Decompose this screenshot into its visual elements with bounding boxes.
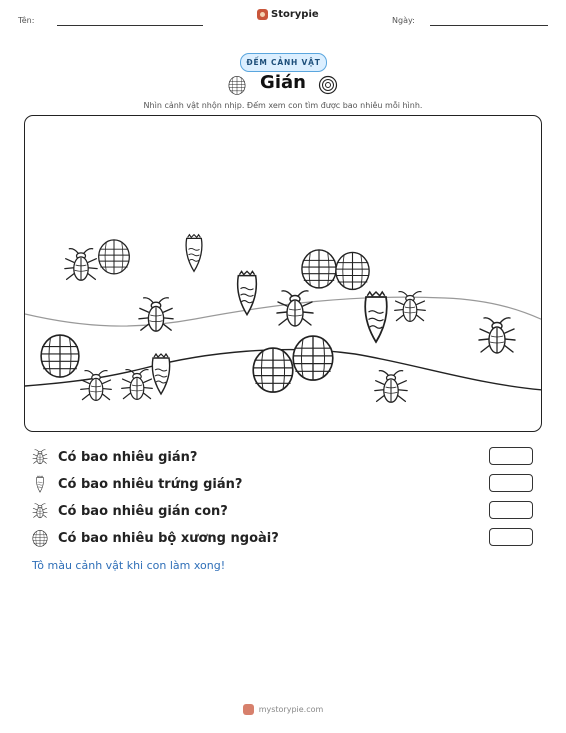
- cockroach-icon: [65, 249, 97, 281]
- date-field[interactable]: [430, 25, 548, 26]
- cockroach-icon: [139, 298, 173, 331]
- exoskeleton-icon: [293, 336, 333, 380]
- question-text: Có bao nhiêu trứng gián?: [58, 476, 243, 492]
- spiral-shell-icon: [318, 75, 338, 95]
- storypie-logo-icon: [243, 704, 254, 715]
- question-row: [32, 502, 228, 520]
- question-text: Có bao nhiêu gián con?: [58, 503, 228, 519]
- cockroach-icon: [375, 371, 407, 403]
- activity-badge: ĐẾM CẢNH VẬT: [240, 53, 327, 72]
- baby-cockroach-icon: [81, 371, 112, 401]
- counting-scene[interactable]: [24, 115, 542, 432]
- answer-box[interactable]: [489, 447, 533, 465]
- cockroach-egg-icon: [152, 354, 169, 394]
- exoskeleton-icon: [99, 240, 130, 274]
- brand-name: Storypie: [271, 9, 319, 20]
- exoskeleton-icon: [253, 348, 293, 392]
- brand-logo: [257, 9, 319, 20]
- cockroach-egg-icon: [186, 235, 202, 272]
- cockroach-egg-icon: [32, 475, 48, 493]
- footer: [0, 704, 566, 715]
- cockroach-egg-icon: [238, 271, 257, 314]
- answer-box[interactable]: [489, 501, 533, 519]
- cockroach-icon: [479, 318, 515, 353]
- date-label: Ngày:: [392, 16, 415, 25]
- baby-cockroach-icon: [32, 502, 48, 520]
- cockroach-egg-icon: [365, 292, 387, 342]
- answer-box[interactable]: [489, 528, 533, 546]
- question-row: [32, 448, 197, 466]
- question-text: Có bao nhiêu bộ xương ngoài?: [58, 530, 279, 546]
- footer-url: mystorypie.com: [258, 705, 324, 714]
- question-row: [32, 529, 279, 547]
- name-field[interactable]: [57, 25, 203, 26]
- coloring-instruction: Tô màu cảnh vật khi con làm xong!: [32, 559, 226, 572]
- cockroach-icon: [277, 291, 313, 326]
- exoskeleton-icon: [336, 252, 369, 289]
- scene-illustration: [25, 116, 542, 432]
- baby-cockroach-icon: [395, 292, 426, 322]
- exoskeleton-icon: [32, 529, 48, 547]
- exoskeleton-icon: [302, 250, 336, 288]
- answer-box[interactable]: [489, 474, 533, 492]
- storypie-logo-icon: [257, 9, 268, 20]
- cockroach-icon: [32, 448, 48, 466]
- page-title: Gián: [260, 72, 306, 93]
- instruction-text: Nhìn cảnh vật nhộn nhịp. Đếm xem con tìm được bao nhiêu mỗi hình.: [143, 101, 423, 110]
- question-row: [32, 475, 242, 493]
- question-text: Có bao nhiêu gián?: [58, 449, 198, 465]
- exoskeleton-icon: [41, 335, 79, 377]
- name-label: Tên:: [18, 16, 35, 25]
- baby-cockroach-icon: [122, 370, 153, 400]
